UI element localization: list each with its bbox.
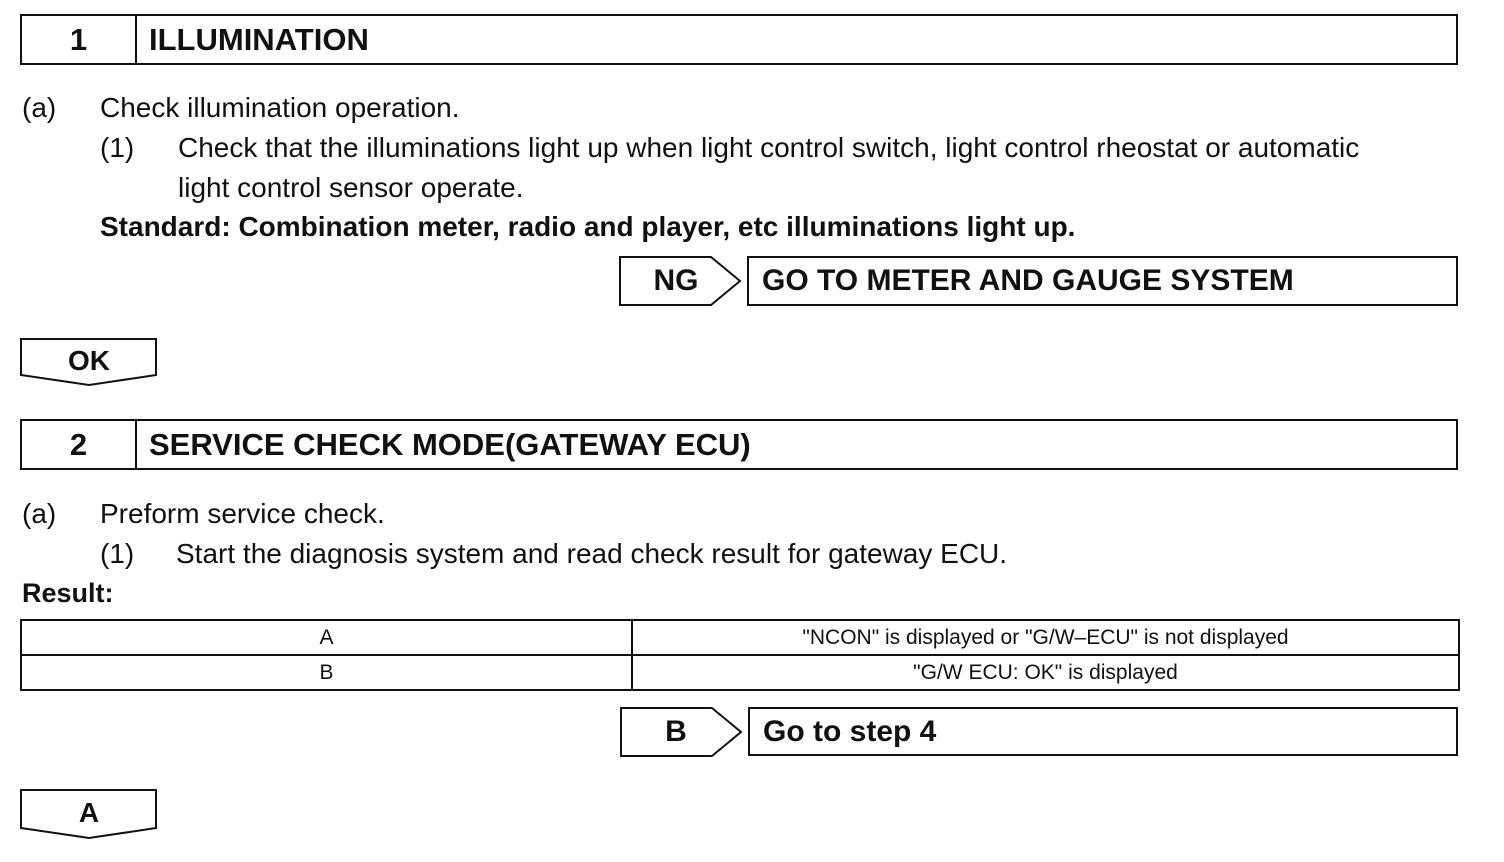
item-a-marker: (a) — [22, 498, 57, 529]
result-code: B — [21, 655, 632, 690]
step-1-header — [20, 14, 1458, 65]
result-table — [20, 619, 1460, 691]
sub-item-marker: (1) — [100, 538, 135, 569]
step-title: SERVICE CHECK MODE(GATEWAY ECU) — [149, 426, 751, 462]
ng-label: NG — [653, 264, 699, 297]
b-target-box: Go to step 4 — [748, 707, 1458, 756]
item-a-text: Check illumination operation. — [100, 92, 460, 123]
step-title: ILLUMINATION — [149, 21, 369, 57]
ng-target-box: GO TO METER AND GAUGE SYSTEM — [747, 256, 1458, 306]
b-label: B — [665, 715, 687, 748]
sub-item-text: Start the diagnosis system and read check result for gateway ECU. — [176, 538, 1008, 569]
sub-item-marker: (1) — [100, 132, 135, 163]
sub-item-text-line1: Check that the illuminations light up when light control switch, light control rheostat or automatic — [178, 132, 1360, 163]
item-a-text: Preform service check. — [100, 498, 385, 529]
result-description: "NCON" is displayed or "G/W–ECU" is not displayed — [632, 620, 1459, 655]
step-number: 1 — [22, 16, 137, 63]
ok-label: OK — [68, 345, 110, 376]
sub-item-text-line2: light control sensor operate. — [178, 172, 524, 203]
table-row — [21, 655, 1459, 690]
standard-text: Standard: Combination meter, radio and player, etc illuminations light up. — [100, 211, 1076, 242]
step-number: 2 — [22, 421, 137, 468]
a-label: A — [78, 797, 100, 828]
table-row — [21, 620, 1459, 655]
item-a-marker: (a) — [22, 92, 57, 123]
result-label: Result: — [22, 578, 114, 608]
result-description: "G/W ECU: OK" is displayed — [632, 655, 1459, 690]
result-code: A — [21, 620, 632, 655]
step-2-header — [20, 419, 1458, 470]
